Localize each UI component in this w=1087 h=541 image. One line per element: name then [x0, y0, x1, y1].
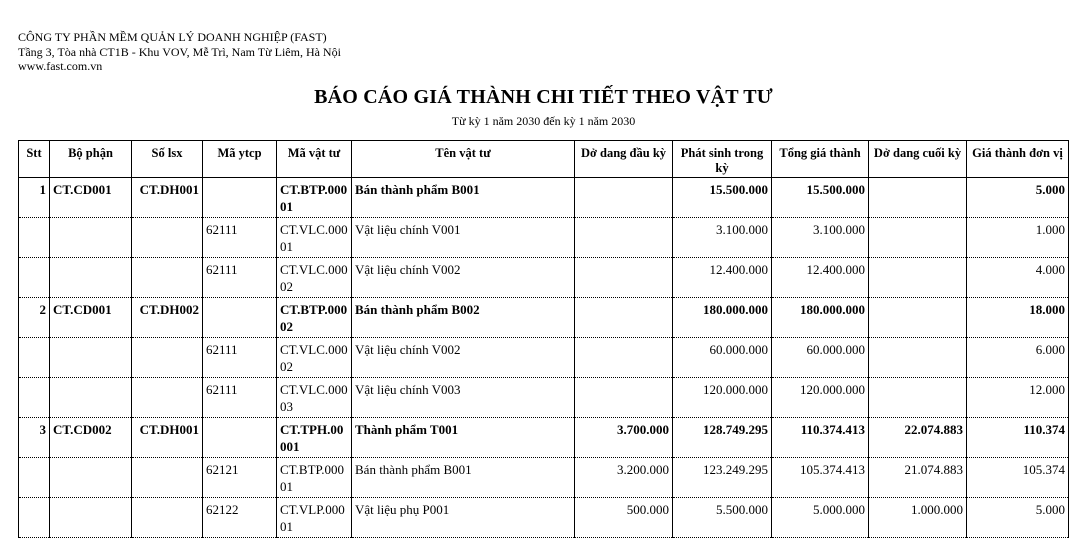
cell-phat-sinh: 3.100.000 — [673, 218, 772, 258]
cell-so-lsx: CT.DH002 — [132, 298, 203, 338]
cell-phat-sinh: 15.500.000 — [673, 178, 772, 218]
cell-do-dang-cuoi-ky — [869, 378, 967, 418]
cell-tong-gia-thanh: 110.374.413 — [772, 418, 869, 458]
cell-phat-sinh: 120.000.000 — [673, 378, 772, 418]
cell-tong-gia-thanh: 120.000.000 — [772, 378, 869, 418]
cell-stt: 2 — [19, 298, 50, 338]
col-ma-ytcp: Mã ytcp — [203, 141, 277, 178]
cell-gia-thanh-don-vi: 12.000 — [967, 378, 1069, 418]
cell-tong-gia-thanh: 12.400.000 — [772, 258, 869, 298]
cell-so-lsx — [132, 498, 203, 538]
cell-do-dang-cuoi-ky — [869, 298, 967, 338]
table-row — [19, 378, 1069, 418]
cell-gia-thanh-don-vi: 1.000 — [967, 218, 1069, 258]
header-row — [19, 141, 1069, 178]
cell-so-lsx — [132, 378, 203, 418]
table-row — [19, 258, 1069, 298]
cell-bo-phan — [50, 458, 132, 498]
cell-ma-vat-tu: CT.TPH.00001 — [277, 418, 352, 458]
cell-tong-gia-thanh: 5.000.000 — [772, 498, 869, 538]
cell-ma-ytcp: 62121 — [203, 458, 277, 498]
table-row — [19, 498, 1069, 538]
cell-do-dang-cuoi-ky — [869, 338, 967, 378]
cell-bo-phan: CT.CD001 — [50, 178, 132, 218]
cell-so-lsx: CT.DH001 — [132, 178, 203, 218]
company-address: Tầng 3, Tòa nhà CT1B - Khu VOV, Mễ Trì, Nam Từ Liêm, Hà Nội — [18, 44, 341, 59]
cell-bo-phan — [50, 338, 132, 378]
cell-phat-sinh: 60.000.000 — [673, 338, 772, 378]
cell-do-dang-dau-ky: 500.000 — [575, 498, 673, 538]
table-row — [19, 338, 1069, 378]
cell-ten-vat-tu: Bán thành phẩm B001 — [352, 458, 575, 498]
cell-do-dang-dau-ky: 3.200.000 — [575, 458, 673, 498]
report-title: BÁO CÁO GIÁ THÀNH CHI TIẾT THEO VẬT TƯ — [314, 86, 773, 108]
report-period: Từ kỳ 1 năm 2030 đến kỳ 1 năm 2030 — [451, 114, 636, 128]
cell-do-dang-dau-ky — [575, 378, 673, 418]
table-row — [19, 458, 1069, 498]
cell-do-dang-cuoi-ky: 21.074.883 — [869, 458, 967, 498]
cell-phat-sinh: 5.500.000 — [673, 498, 772, 538]
cell-do-dang-cuoi-ky — [869, 178, 967, 218]
cell-gia-thanh-don-vi: 5.000 — [967, 498, 1069, 538]
cell-bo-phan — [50, 378, 132, 418]
cell-bo-phan: CT.CD002 — [50, 418, 132, 458]
cell-stt — [19, 498, 50, 538]
cell-ma-vat-tu: CT.BTP.00001 — [277, 178, 352, 218]
cell-ma-vat-tu: CT.BTP.00001 — [277, 458, 352, 498]
cell-ten-vat-tu: Vật liệu chính V001 — [352, 218, 575, 258]
col-gia-thanh-don-vi: Giá thành đơn vị — [967, 141, 1069, 178]
cell-so-lsx: CT.DH001 — [132, 418, 203, 458]
cell-ma-ytcp: 62111 — [203, 258, 277, 298]
cell-ma-ytcp: 62111 — [203, 338, 277, 378]
cell-do-dang-cuoi-ky — [869, 218, 967, 258]
cell-bo-phan: CT.CD001 — [50, 298, 132, 338]
col-do-dang-dau-ky: Dở dang đầu kỳ — [575, 141, 673, 178]
cell-ma-vat-tu: CT.VLP.00001 — [277, 498, 352, 538]
table-row — [19, 178, 1069, 218]
cell-ten-vat-tu: Vật liệu chính V003 — [352, 378, 575, 418]
col-bo-phan: Bộ phận — [50, 141, 132, 178]
cell-so-lsx — [132, 458, 203, 498]
cell-ma-vat-tu: CT.BTP.00002 — [277, 298, 352, 338]
cell-bo-phan — [50, 258, 132, 298]
cell-tong-gia-thanh: 15.500.000 — [772, 178, 869, 218]
cell-stt: 3 — [19, 418, 50, 458]
col-phat-sinh: Phát sinh trong kỳ — [673, 141, 772, 178]
cell-stt — [19, 338, 50, 378]
cell-stt — [19, 258, 50, 298]
cell-ma-ytcp — [203, 298, 277, 338]
cell-stt — [19, 458, 50, 498]
cell-tong-gia-thanh: 60.000.000 — [772, 338, 869, 378]
cell-tong-gia-thanh: 3.100.000 — [772, 218, 869, 258]
col-stt: Stt — [19, 141, 50, 178]
cell-phat-sinh: 128.749.295 — [673, 418, 772, 458]
cell-bo-phan — [50, 498, 132, 538]
cell-ma-vat-tu: CT.VLC.00003 — [277, 378, 352, 418]
cell-gia-thanh-don-vi: 18.000 — [967, 298, 1069, 338]
cell-do-dang-dau-ky — [575, 178, 673, 218]
cell-phat-sinh: 123.249.295 — [673, 458, 772, 498]
cell-ma-vat-tu: CT.VLC.00002 — [277, 338, 352, 378]
col-ten-vat-tu: Tên vật tư — [352, 141, 575, 178]
cell-stt: 1 — [19, 178, 50, 218]
cell-do-dang-cuoi-ky: 22.074.883 — [869, 418, 967, 458]
cell-gia-thanh-don-vi: 6.000 — [967, 338, 1069, 378]
cell-ten-vat-tu: Vật liệu chính V002 — [352, 258, 575, 298]
cell-do-dang-dau-ky — [575, 218, 673, 258]
cell-ten-vat-tu: Vật liệu phụ P001 — [352, 498, 575, 538]
cell-stt — [19, 378, 50, 418]
cell-do-dang-dau-ky: 3.700.000 — [575, 418, 673, 458]
cell-ma-vat-tu: CT.VLC.00001 — [277, 218, 352, 258]
cell-gia-thanh-don-vi: 110.374 — [967, 418, 1069, 458]
cell-gia-thanh-don-vi: 4.000 — [967, 258, 1069, 298]
table-row — [19, 218, 1069, 258]
cell-tong-gia-thanh: 180.000.000 — [772, 298, 869, 338]
cell-do-dang-cuoi-ky — [869, 258, 967, 298]
cell-phat-sinh: 12.400.000 — [673, 258, 772, 298]
cell-ma-ytcp: 62111 — [203, 378, 277, 418]
cell-bo-phan — [50, 218, 132, 258]
table-row — [19, 298, 1069, 338]
cell-do-dang-dau-ky — [575, 338, 673, 378]
cell-so-lsx — [132, 258, 203, 298]
cell-ten-vat-tu: Bán thành phẩm B002 — [352, 298, 575, 338]
col-ma-vat-tu: Mã vật tư — [277, 141, 352, 178]
cell-so-lsx — [132, 338, 203, 378]
cell-gia-thanh-don-vi: 5.000 — [967, 178, 1069, 218]
cell-stt — [19, 218, 50, 258]
cell-ma-ytcp — [203, 418, 277, 458]
cell-do-dang-dau-ky — [575, 298, 673, 338]
table-row — [19, 418, 1069, 458]
cell-ten-vat-tu: Bán thành phẩm B001 — [352, 178, 575, 218]
company-name: CÔNG TY PHẦN MỀM QUẢN LÝ DOANH NGHIỆP (FAST) — [18, 30, 327, 44]
report-table — [18, 140, 1069, 538]
col-so-lsx: Số lsx — [132, 141, 203, 178]
cell-ten-vat-tu: Vật liệu chính V002 — [352, 338, 575, 378]
cell-ma-ytcp: 62122 — [203, 498, 277, 538]
cell-phat-sinh: 180.000.000 — [673, 298, 772, 338]
col-do-dang-cuoi-ky: Dở dang cuối kỳ — [869, 141, 967, 178]
cell-do-dang-dau-ky — [575, 258, 673, 298]
cell-so-lsx — [132, 218, 203, 258]
cell-ma-ytcp — [203, 178, 277, 218]
company-website: www.fast.com.vn — [18, 59, 103, 73]
cell-gia-thanh-don-vi: 105.374 — [967, 458, 1069, 498]
cell-ma-ytcp: 62111 — [203, 218, 277, 258]
cell-ma-vat-tu: CT.VLC.00002 — [277, 258, 352, 298]
cell-do-dang-cuoi-ky: 1.000.000 — [869, 498, 967, 538]
company-header — [18, 30, 341, 74]
col-tong-gia-thanh: Tổng giá thành — [772, 141, 869, 178]
cell-tong-gia-thanh: 105.374.413 — [772, 458, 869, 498]
cell-ten-vat-tu: Thành phẩm T001 — [352, 418, 575, 458]
